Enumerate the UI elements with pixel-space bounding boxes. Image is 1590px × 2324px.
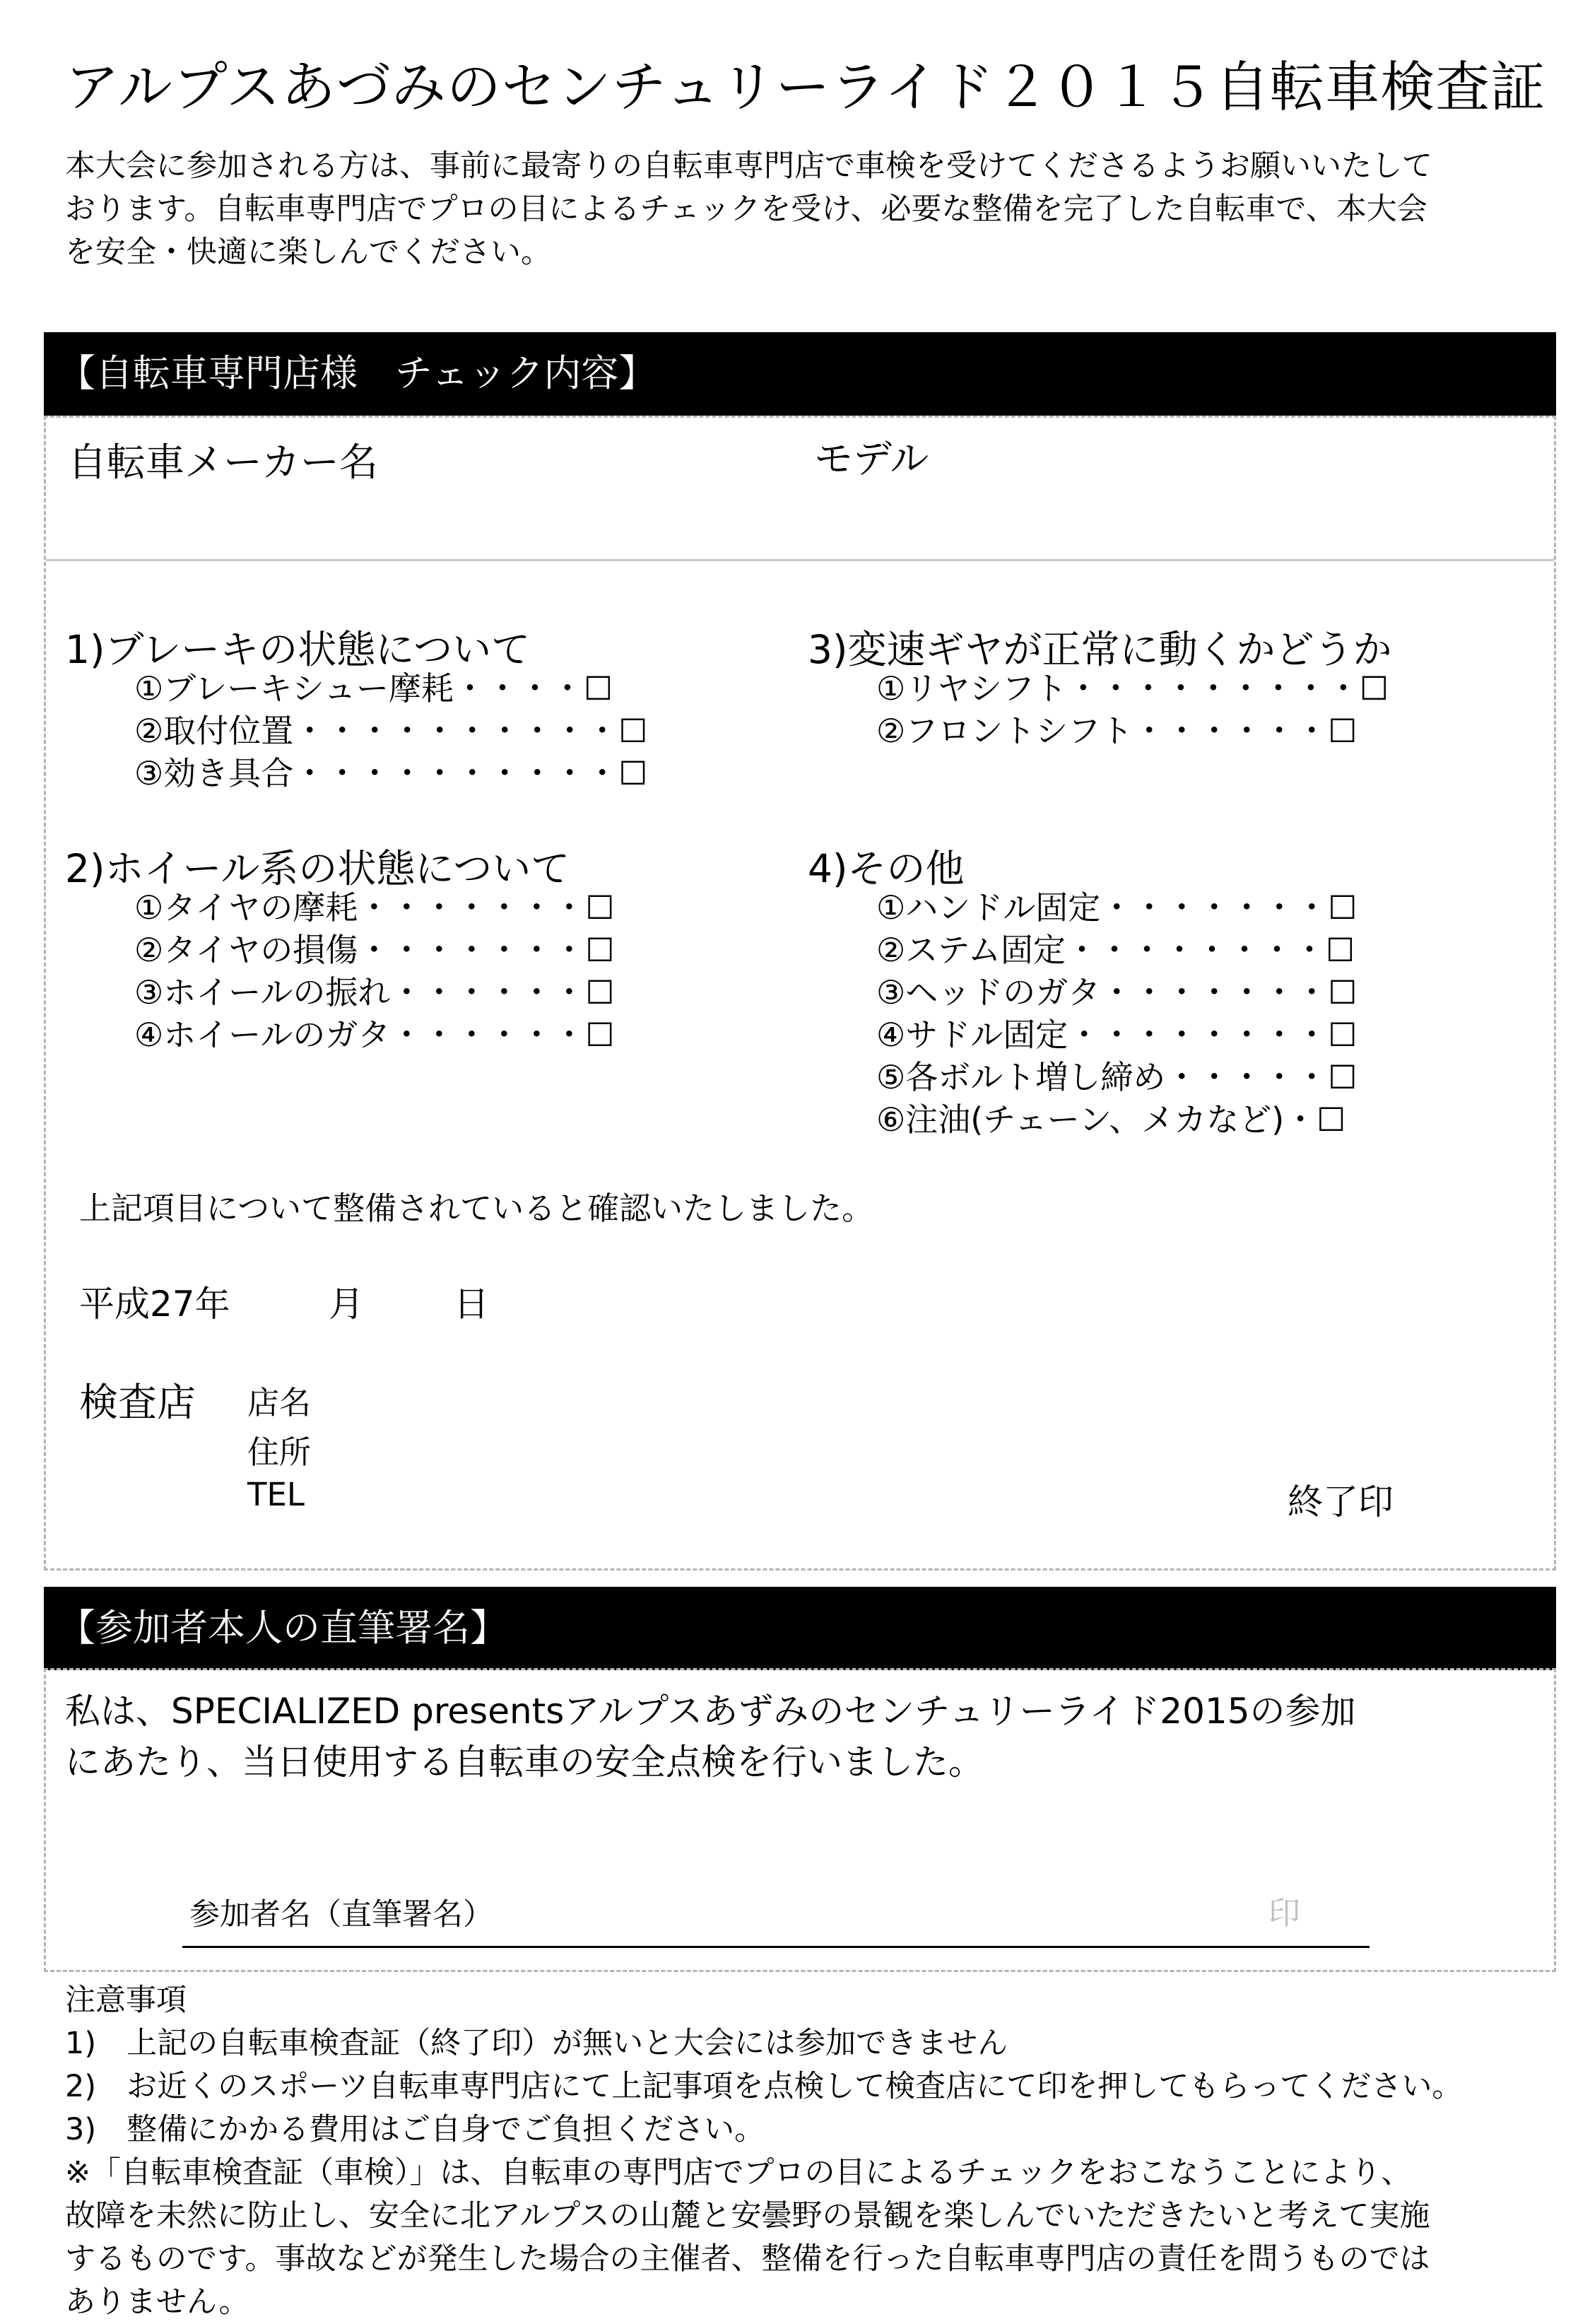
group-brake-title: 1)ブレーキの状態について	[65, 627, 531, 672]
notes	[65, 1979, 1556, 2324]
model-label: モデル	[814, 436, 929, 481]
group-other-items	[876, 886, 1357, 1141]
check-item[interactable]: ①リヤシフト・・・・・・・・・☐	[876, 669, 1389, 708]
document-title: アルプスあづみのセンチュリーライド２０１５自転車検査証	[65, 57, 1546, 119]
check-item[interactable]: ③ヘッドのガタ・・・・・・・☐	[876, 973, 1358, 1011]
note-line: 故障を未然に防止し、安全に北アルプスの山麓と安曇野の景観を楽しんでいただきたいと考えて実施	[65, 2198, 1430, 2234]
group-gear-items	[876, 667, 1389, 752]
shop-address-label: 住所	[247, 1433, 312, 1471]
participant-name-label: 参加者名（直筆署名）	[189, 1897, 493, 1932]
signature-line[interactable]	[182, 1946, 1370, 1948]
note-line: 2) お近くのスポーツ自転車専門店にて上記事項を点検して検査店にて印を押してもらってください。	[65, 2069, 1463, 2104]
check-item[interactable]: ④サドル固定・・・・・・・・☐	[876, 1016, 1358, 1054]
seal-mark: 印	[1268, 1894, 1301, 1932]
check-item[interactable]: ②取付位置・・・・・・・・・・☐	[134, 712, 648, 750]
bike-maker-label: 自転車メーカー名	[68, 440, 378, 485]
date-month: 月	[329, 1284, 364, 1325]
check-item[interactable]: ③効き具合・・・・・・・・・・☐	[134, 754, 648, 792]
signature-statement	[65, 1686, 1356, 1788]
note-line: するものです。事故などが発生した場合の主催者、整備を行った自転車専門店の責任を問うものでは	[65, 2241, 1430, 2277]
seal-label: 終了印	[1288, 1481, 1394, 1522]
notes-heading: 注意事項	[65, 1983, 187, 2018]
note-line: 1) 上記の自転車検査証（終了印）が無いと大会には参加できません	[65, 2026, 1008, 2061]
check-item[interactable]: ⑤各ボルト増し締め・・・・・☐	[876, 1058, 1358, 1096]
intro-text	[65, 145, 1542, 274]
date-era: 平成27年	[79, 1284, 230, 1325]
intro-line: おります。自転車専門店でプロの目によるチェックを受け、必要な整備を完了した自転車で、本大会	[65, 192, 1427, 227]
intro-line: を安全・快適に楽しんでください。	[65, 235, 551, 270]
statement-line: にあたり、当日使用する自転車の安全点検を行いました。	[65, 1742, 984, 1783]
group-gear-title: 3)変速ギヤが正常に動くかどうか	[808, 627, 1392, 672]
check-item[interactable]: ⑥注油(チェーン、メカなど)・☐	[876, 1101, 1346, 1139]
check-item[interactable]: ②フロントシフト・・・・・・☐	[876, 712, 1358, 750]
check-item[interactable]: ①ハンドル固定・・・・・・・☐	[876, 888, 1358, 927]
signature-section-header: 【参加者本人の直筆署名】	[44, 1587, 1556, 1670]
statement-line: 私は、SPECIALIZED presentsアルプスあずみのセンチュリーライド2015の参加	[65, 1691, 1356, 1732]
check-item[interactable]: ②ステム固定・・・・・・・・☐	[876, 931, 1355, 969]
check-item[interactable]: ④ホイールのガタ・・・・・・☐	[134, 1016, 615, 1054]
confirm-text: 上記項目について整備されていると確認いたしました。	[79, 1190, 874, 1227]
check-item[interactable]: ③ホイールの振れ・・・・・・☐	[134, 973, 615, 1011]
note-line: ありません。	[65, 2284, 249, 2320]
shop-label: 検査店	[79, 1380, 196, 1425]
shop-tel-label: TEL	[247, 1476, 305, 1513]
divider	[46, 559, 1554, 561]
date-day: 日	[454, 1284, 489, 1325]
check-item[interactable]: ①ブレーキシュー摩耗・・・・☐	[134, 669, 613, 708]
group-wheel-title: 2)ホイール系の状態について	[65, 846, 570, 891]
intro-line: 本大会に参加される方は、事前に最寄りの自転車専門店で車検を受けてくださるようお願いいたして	[65, 148, 1432, 184]
group-other-title: 4)その他	[808, 846, 965, 891]
group-brake-items	[134, 667, 647, 794]
check-item[interactable]: ②タイヤの損傷・・・・・・・☐	[134, 931, 615, 969]
check-item[interactable]: ①タイヤの摩耗・・・・・・・☐	[134, 888, 615, 927]
note-line: 3) 整備にかかる費用はご自身でご負担ください。	[65, 2112, 765, 2147]
shop-section-header: 【自転車専門店様 チェック内容】	[44, 332, 1556, 416]
shop-name-label: 店名	[247, 1384, 312, 1421]
group-wheel-items	[134, 886, 615, 1056]
note-line: ※「自転車検査証（車検）」は、自転車の専門店でプロの目によるチェックをおこなうことにより、	[65, 2155, 1412, 2190]
